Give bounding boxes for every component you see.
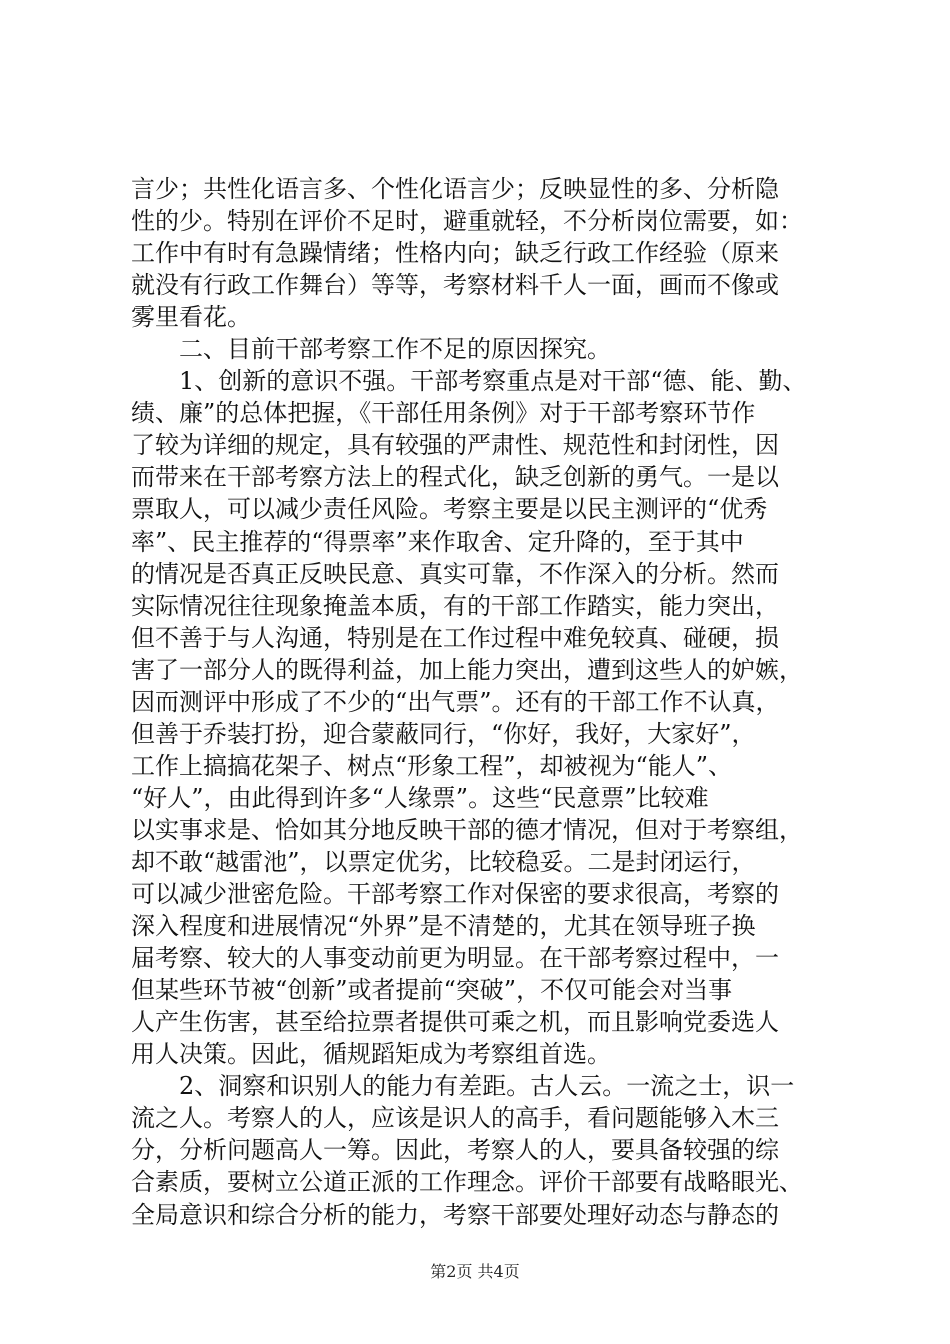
text-line: 深入程度和进展情况“外界”是不清楚的，尤其在领导班子换: [131, 912, 756, 941]
text-line: 而带来在干部考察方法上的程式化，缺乏创新的勇气。一是以: [131, 463, 779, 492]
text-line: 分，分析问题高人一筹。因此，考察人的人，要具备较强的综: [131, 1136, 779, 1165]
text-line: “好人”，由此得到许多“人缘票”。这些“民意票”比较难: [131, 783, 709, 812]
text-line: 雾里看花。: [131, 303, 251, 332]
text-line: 2、洞察和识别人的能力有差距。古人云。一流之士，识一: [179, 1072, 795, 1101]
text-line: 但不善于与人沟通，特别是在工作过程中难免较真、碰硬，损: [131, 623, 779, 652]
text-line: 绩、廉”的总体把握，《干部任用条例》对于干部考察环节作: [131, 399, 756, 428]
text-line: 实际情况往往现象掩盖本质，有的干部工作踏实，能力突出，: [131, 591, 779, 620]
text-line: 害了一部分人的既得利益，加上能力突出，遭到这些人的妒嫉，: [131, 655, 803, 684]
text-line: 率”、民主推荐的“得票率”来作取舍、定升降的，至于其中: [131, 527, 744, 556]
text-line: 工作中有时有急躁情绪；性格内向；缺乏行政工作经验（原来: [131, 239, 779, 268]
section-heading: 二、目前干部考察工作不足的原因探究。: [179, 335, 611, 364]
text-line: 就没有行政工作舞台）等等，考察材料千人一面，画而不像或: [131, 271, 779, 300]
text-line: 了较为详细的规定，具有较强的严肃性、规范性和封闭性，因: [131, 431, 779, 460]
text-line: 但某些环节被“创新”或者提前“突破”，不仅可能会对当事: [131, 976, 733, 1005]
text-line: 性的少。特别在评价不足时，避重就轻，不分析岗位需要，如：: [131, 207, 803, 236]
text-line: 可以减少泄密危险。干部考察工作对保密的要求很高，考察的: [131, 880, 779, 909]
body-text: [131, 173, 831, 1231]
text-line: 以实事求是、恰如其分地反映干部的德才情况，但对于考察组，: [131, 815, 803, 844]
text-line: 的情况是否真正反映民意、真实可靠，不作深入的分析。然而: [131, 559, 779, 588]
text-line: 届考察、较大的人事变动前更为明显。在干部考察过程中，一: [131, 944, 779, 973]
text-line: 票取人，可以减少责任风险。考察主要是以民主测评的“优秀: [131, 495, 768, 524]
text-line: 全局意识和综合分析的能力，考察干部要处理好动态与静态的: [131, 1200, 779, 1229]
text-line: 1、创新的意识不强。干部考察重点是对干部“德、能、勤、: [179, 367, 807, 396]
page-number: 第2页 共4页: [430, 1262, 520, 1281]
text-line: 人产生伤害，甚至给拉票者提供可乘之机，而且影响党委选人: [131, 1008, 779, 1037]
text-line: 合素质，要树立公道正派的工作理念。评价干部要有战略眼光、: [131, 1168, 803, 1197]
text-line: 因而测评中形成了不少的“出气票”。还有的干部工作不认真，: [131, 687, 780, 716]
text-line: 却不敢“越雷池”，以票定优劣，比较稳妥。二是封闭运行，: [131, 847, 756, 876]
text-line: 言少；共性化语言多、个性化语言少；反映显性的多、分析隐: [131, 175, 779, 203]
text-line: 用人决策。因此，循规蹈矩成为考察组首选。: [131, 1040, 611, 1069]
text-line: 工作上搞搞花架子、树点“形象工程”，却被视为“能人”、: [131, 751, 733, 780]
text-line: 但善于乔装打扮，迎合蒙蔽同行，“你好，我好，大家好”，: [131, 719, 756, 748]
text-line: 流之人。考察人的人，应该是识人的高手，看问题能够入木三: [131, 1104, 779, 1133]
page-footer: [0, 1262, 950, 1282]
